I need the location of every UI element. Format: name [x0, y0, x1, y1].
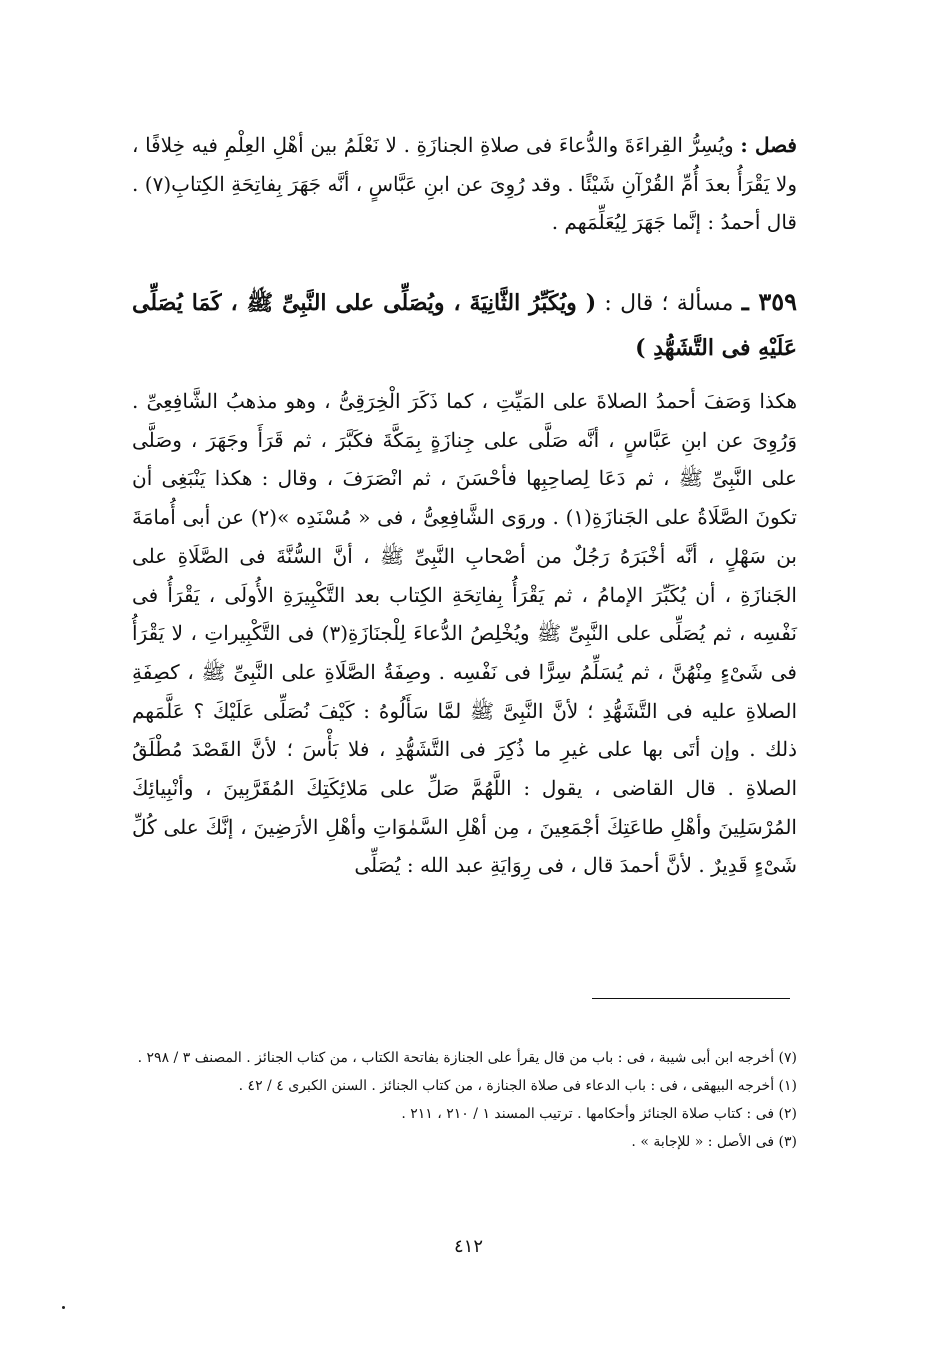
- fasl-label: فصل :: [740, 133, 797, 157]
- footnote-7: (٧) أخرجه ابن أبى شيبة ، فى : باب من قال يقرأ على الجنازة بفاتحة الكتاب ، من كتاب الجنائز . المصنف ٣ / ٢٩٨ .: [137, 1050, 797, 1066]
- page-number: ٤١٢: [453, 1236, 483, 1257]
- commentary-section: [132, 382, 797, 885]
- footnotes: [122, 1048, 797, 1160]
- footnote-1: (١) أخرجه البيهقى ، فى : باب الدعاء فى صلاة الجنازة ، من كتاب الجنائز . السنن الكبرى ٤ / ٤٢ .: [238, 1078, 797, 1094]
- masala-text: ( ويُكَبِّرُ الثَّانِيَةَ ، ويُصَلِّى على النَّبِىِّ ﷺ ، كَمَا يُصَلِّى عَلَيْهِ فى التَّشَهُّدِ ): [132, 290, 797, 361]
- masala-number: ٣٥٩ ـ: [741, 287, 798, 316]
- footnote-divider: [592, 998, 790, 999]
- masala-heading: [132, 280, 797, 371]
- masala-section: [132, 280, 797, 371]
- commentary-paragraph: هكذا وَصَفَ أحمدُ الصلاةَ على المَيِّتِ ، كما ذَكَرَ الْخِرَقِىُّ ، وهو مذهبُ الشَّافِعِىِّ . وَرُوِىَ عن ابنِ عَبَّاسٍ ، أنَّه صَلَّى على جِنازَةٍ بِمَكَّةَ فكَبَّرَ ، ثم قَرَأَ وجَهَرَ ، وصَلَّى على النَّبِىِّ ﷺ ، ثم دَعَا لِصاحِبِها فأحْسَنَ ، ثم انْصَرَفَ ، وقال : هكذا يَنْبَغِى أن تكونَ الصَّلَاةُ على الجَنازَةِ(١) . وروَى الشَّافِعِىُّ ، فى « مُسْنَدِه »(٢) عن أبى أُمامَةَ بن سَهْلٍ ، أنَّه أخْبَرَهُ رَجُلٌ من أصْحابِ النَّبِىِّ ﷺ ، أنَّ السُّنَّةَ فى الصَّلَاةِ على الجَنازَةِ ، أن يُكَبِّرَ الإمامُ ، ثم يَقْرَأُ بِفاتِحَةِ الكِتاب بعد التَّكْبِيرَةِ الأُولَى ، يَقْرَأُ فى نَفْسِه ، ثم يُصَلِّى على النَّبِىِّ ﷺ ويُخْلِصُ الدُّعاءَ لِلْجنَازَةِ(٣) فى التَّكْبِيراتِ ، لا يَقْرَأُ فى شَىْءٍ مِنْهُنَّ ، ثم يُسَلِّمُ سِرًّا فى نَفْسِه . وصِفَةُ الصَّلَاةِ على النَّبِىِّ ﷺ ، كصِفَةِ الصلاةِ عليه فى التَّشَهُّدِ ؛ لأنَّ النَّبِىَّ ﷺ لمَّا سَأَلُوهُ : كَيْفَ نُصَلِّى عَلَيْكَ ؟ عَلَّمَهم ذلك . وإن أتَى بها على غيرِ ما ذُكِرَ فى التَّشَهُّدِ ، فلا بَأْسَ ؛ لأنَّ القَصْدَ مُطْلَقُ الصلاةِ . قال القاضى ، يقول : اللَّهُمَّ صَلِّ على مَلائِكَتِكَ المُقَرَّبِينَ ، وأنْبِيائِكَ المُرْسَلِينَ وأهْلِ طاعَتِكَ أجْمَعِينَ ، مِن أهْلِ السَّمٰوَاتِ وأهْلِ الأرَضِينَ ، إنَّكَ على كُلِّ شَىْءٍ قَدِيرٌ . لأنَّ أحمدَ قال ، فى رِوَايَةِ عبد الله : يُصَلِّى: [132, 389, 798, 878]
- fasl-section: [132, 126, 797, 242]
- footnote-2: (٢) فى : كتاب صلاة الجنائز وأحكامها . ترتيب المسند ١ / ٢١٠ ، ٢١١ .: [401, 1106, 797, 1122]
- scan-speck: [62, 1306, 65, 1309]
- fasl-text: ويُسِرُّ القِراءَةَ والدُّعاءَ فى صلاةِ الجنازَةِ . لا نَعْلَمُ بين أهْلِ العِلْمِ فيه خِلافًا ، ولا يَقْرَأُ بعدَ أُمِّ القُرْآنِ شَيْئًا . وقد رُوِىَ عن ابنِ عَبَّاسٍ ، أنَّه جَهَرَ بِفاتِحَةِ الكِتابِ(٧) . قال أحمدُ : إنَّما جَهَرَ لِيُعَلِّمَهم .: [132, 133, 797, 235]
- footnote-3: (٣) فى الأصل : « للإجابة » .: [631, 1134, 797, 1150]
- fasl-paragraph: [132, 126, 797, 242]
- masala-intro: مسألة ؛ قال :: [604, 291, 734, 316]
